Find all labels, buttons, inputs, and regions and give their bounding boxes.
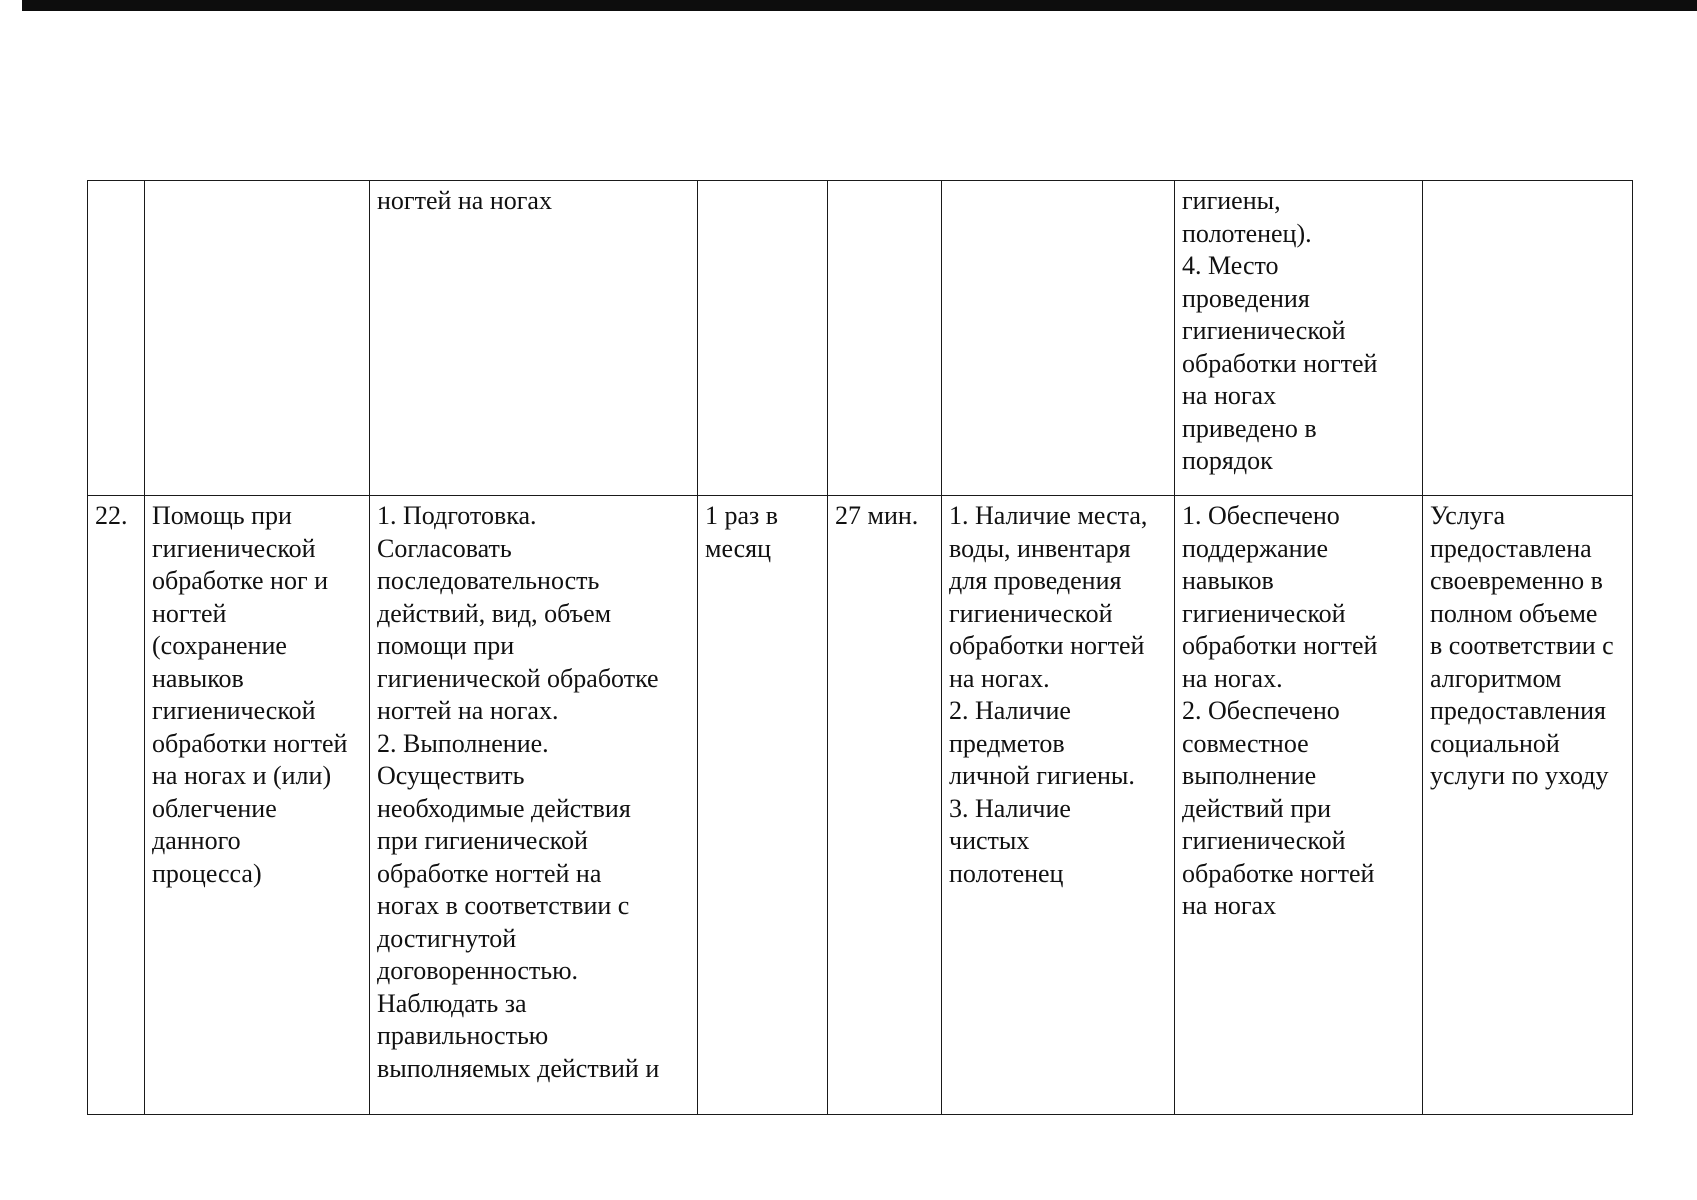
cell-service-content: 1. Подготовка. Согласовать последовательность действий, вид, объем помощи при гигиенической обработке ногтей на ногах. 2. Выполнение. Осуществить необходимые действия при гигиенической обработке ногтей на ногах в соответствии с достигнутой договоренностью. Наблюдать за правильностью выполняемых действий и: [370, 496, 698, 1115]
cell-frequency: 1 раз в месяц: [698, 496, 828, 1115]
cell-time: [828, 181, 942, 496]
cell-evaluation: [1423, 181, 1633, 496]
cell-frequency: [698, 181, 828, 496]
cell-number: 22.: [88, 496, 145, 1115]
scan-top-border: [22, 0, 1697, 11]
cell-conditions: [942, 181, 1175, 496]
cell-time: 27 мин.: [828, 496, 942, 1115]
cell-conditions: 1. Наличие места, воды, инвентаря для проведения гигиенической обработки ногтей на ногах. 2. Наличие предметов личной гигиены. 3. Наличие чистых полотенец: [942, 496, 1175, 1115]
services-table: [87, 180, 1633, 1115]
cell-indicators: 1. Обеспечено поддержание навыков гигиенической обработки ногтей на ногах. 2. Обеспечено совместное выполнение действий при гигиенической обработке ногтей на ногах: [1175, 496, 1423, 1115]
table-row: [88, 181, 1633, 496]
cell-service-content: ногтей на ногах: [370, 181, 698, 496]
cell-evaluation: Услуга предоставлена своевременно в полном объеме в соответствии с алгоритмом предоставления социальной услуги по уходу: [1423, 496, 1633, 1115]
cell-number: [88, 181, 145, 496]
cell-indicators: гигиены, полотенец). 4. Место проведения гигиенической обработки ногтей на ногах приведено в порядок: [1175, 181, 1423, 496]
cell-service-name: Помощь при гигиенической обработке ног и ногтей (сохранение навыков гигиенической обработки ногтей на ногах и (или) облегчение данного процесса): [145, 496, 370, 1115]
cell-service-name: [145, 181, 370, 496]
table-row: [88, 496, 1633, 1115]
